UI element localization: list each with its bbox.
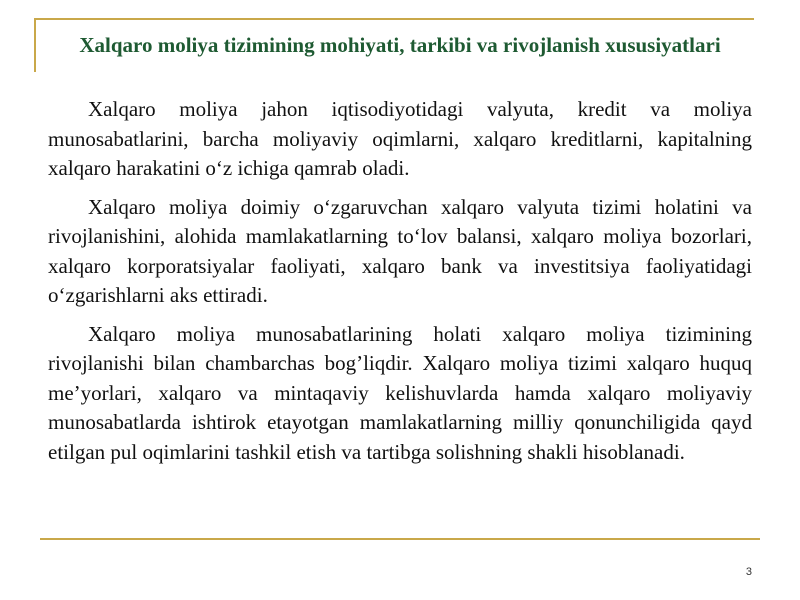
top-divider bbox=[34, 18, 754, 20]
left-accent-bar bbox=[34, 18, 36, 72]
page-number: 3 bbox=[745, 566, 752, 578]
slide-body bbox=[48, 95, 752, 476]
bottom-divider bbox=[40, 538, 760, 540]
slide-title: Xalqaro moliya tizimining mohiyati, tarkibi va rivojlanish xususiyatlari bbox=[79, 33, 721, 57]
paragraph-2: Xalqaro moliya doimiy o‘zgaruvchan xalqaro valyuta tizimi holatini va rivojlanishini, alohida mamlakatlarning to‘lov balansi, xalqaro moliya bozorlari, xalqaro korporatsiyalar faoliyati, xalqaro bank va investitsiya faoliyatidagi o‘zgarishlarni aks ettiradi. bbox=[48, 194, 752, 307]
paragraph-1: Xalqaro moliya jahon iqtisodiyotidagi valyuta, kredit va moliya munosabatlarini, barcha moliyaviy oqimlarni, xalqaro kreditlarni, kapitalning xalqaro harakatini o‘z ichiga qamrab oladi. bbox=[48, 97, 752, 180]
paragraph-3: Xalqaro moliya munosabatlarining holati xalqaro moliya tizimining rivojlanishi bilan chambarchas bog’liqdir. Xalqaro moliya tizimi xalqaro huquq me’yorlari, xalqaro va mintaqaviy kelishuvlarda hamda xalqaro moliyaviy munosabatlarda ishtirok etayotgan mamlakatlarning milliy qonunchiligida qayd etilgan pul oqimlarini tashkil etish va tartibga solishning shakli hisoblanadi. bbox=[48, 321, 752, 464]
